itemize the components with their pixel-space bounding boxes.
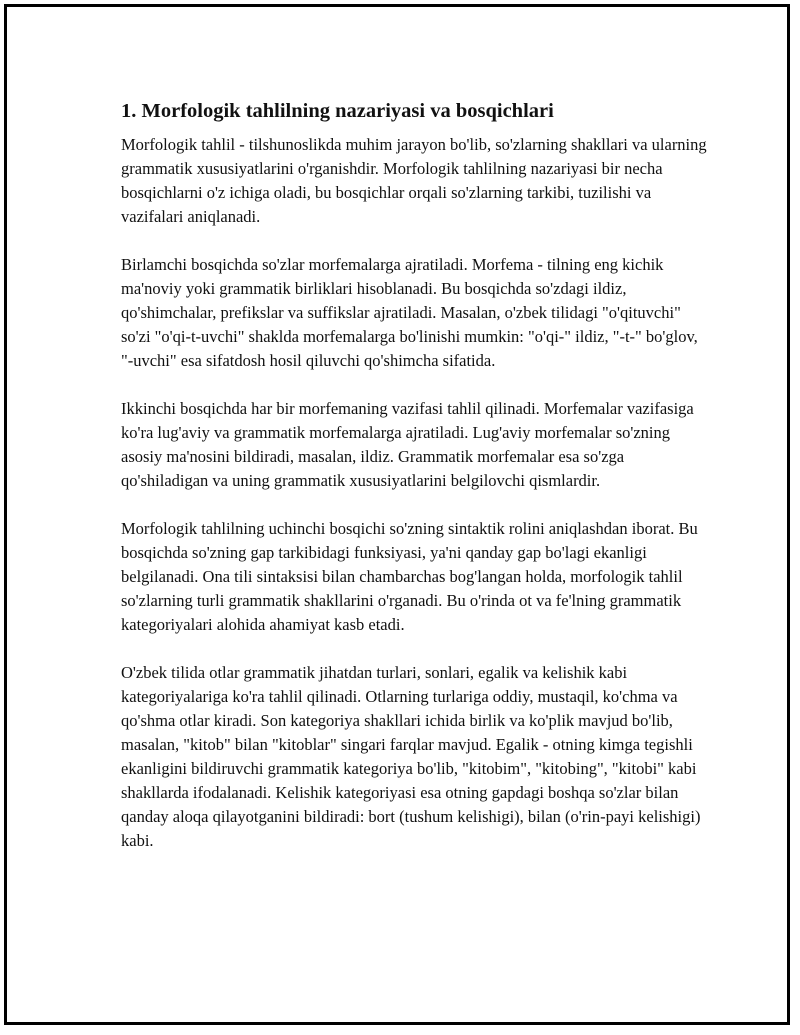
page-frame [4,4,790,1025]
paragraph-3: Ikkinchi bosqichda har bir morfemaning vazifasi tahlil qilinadi. Morfemalar vazifasiga ko'ra lug'aviy va grammatik morfemalarga ajratiladi. Lug'aviy morfemalar so'zning asosiy ma'nosini bildiradi, masalan, ildiz. Grammatik morfemalar esa so'zga qo'shiladigan va uning grammatik xususiyatlarini belgilovchi qismlardir. [121,399,694,490]
paragraph-1: Morfologik tahlil - tilshunoslikda muhim jarayon bo'lib, so'zlarning shakllari va ularning grammatik xususiyatlarini o'rganishdir. Morfologik tahlilning nazariyasi bir necha bosqichlarni o'z ichiga oladi, bu bosqichlar orqali so'zlarning tarkibi, tuzilishi va vazifalari aniqlanadi. [121,135,707,226]
paragraph-4: Morfologik tahlilning uchinchi bosqichi so'zning sintaktik rolini aniqlashdan iborat. Bu bosqichda so'zning gap tarkibidagi funksiyasi, ya'ni qanday gap bo'lagi ekanligi belgilanadi. Ona tili sintaksisi bilan chambarchas bog'langan holda, morfologik tahlil so'zlarning turli grammatik shakllarini o'rganadi. Bu o'rinda ot va fe'lning grammatik kategoriyalari alohida ahamiyat kasb etadi. [121,519,698,634]
paragraph-5: O'zbek tilida otlar grammatik jihatdan turlari, sonlari, egalik va kelishik kabi kategoriyalariga ko'ra tahlil qilinadi. Otlarning turlariga oddiy, mustaqil, ko'chma va qo'shma otlar kiradi. Son kategoriya shakllari ichida birlik va ko'plik mavjud bo'lib, masalan, "kitob" bilan "kitoblar" singari farqlar mavjud. Egalik - otning kimga tegishli ekanligini bildiruvchi grammatik kategoriya bo'lib, "kitobim", "kitobing", "kitobi" kabi shakllarda ifodalanadi. Kelishik kategoriyasi esa otning gapdagi boshqa so'zlar bilan qanday aloqa qilayotganini bildiradi: bort (tushum kelishigi), bilan (o'rin-payi kelishigi) kabi. [121,663,701,850]
paragraph-2: Birlamchi bosqichda so'zlar morfemalarga ajratiladi. Morfema - tilning eng kichik ma'noviy yoki grammatik birliklari hisoblanadi. Bu bosqichda so'zdagi ildiz, qo'shimchalar, prefikslar va suffikslar ajratiladi. Masalan, o'zbek tilidagi "o'qituvchi" so'zi "o'qi-t-uvchi" shaklda morfemalarga bo'linishi mumkin: "o'qi-" ildiz, "-t-" bo'glov, "-uvchi" esa sifatdosh hosil qiluvchi qo'shimcha sifatida. [121,255,698,370]
page-title: 1. Morfologik tahlilning nazariyasi va bosqichlari [121,100,554,122]
document-body [121,97,707,877]
